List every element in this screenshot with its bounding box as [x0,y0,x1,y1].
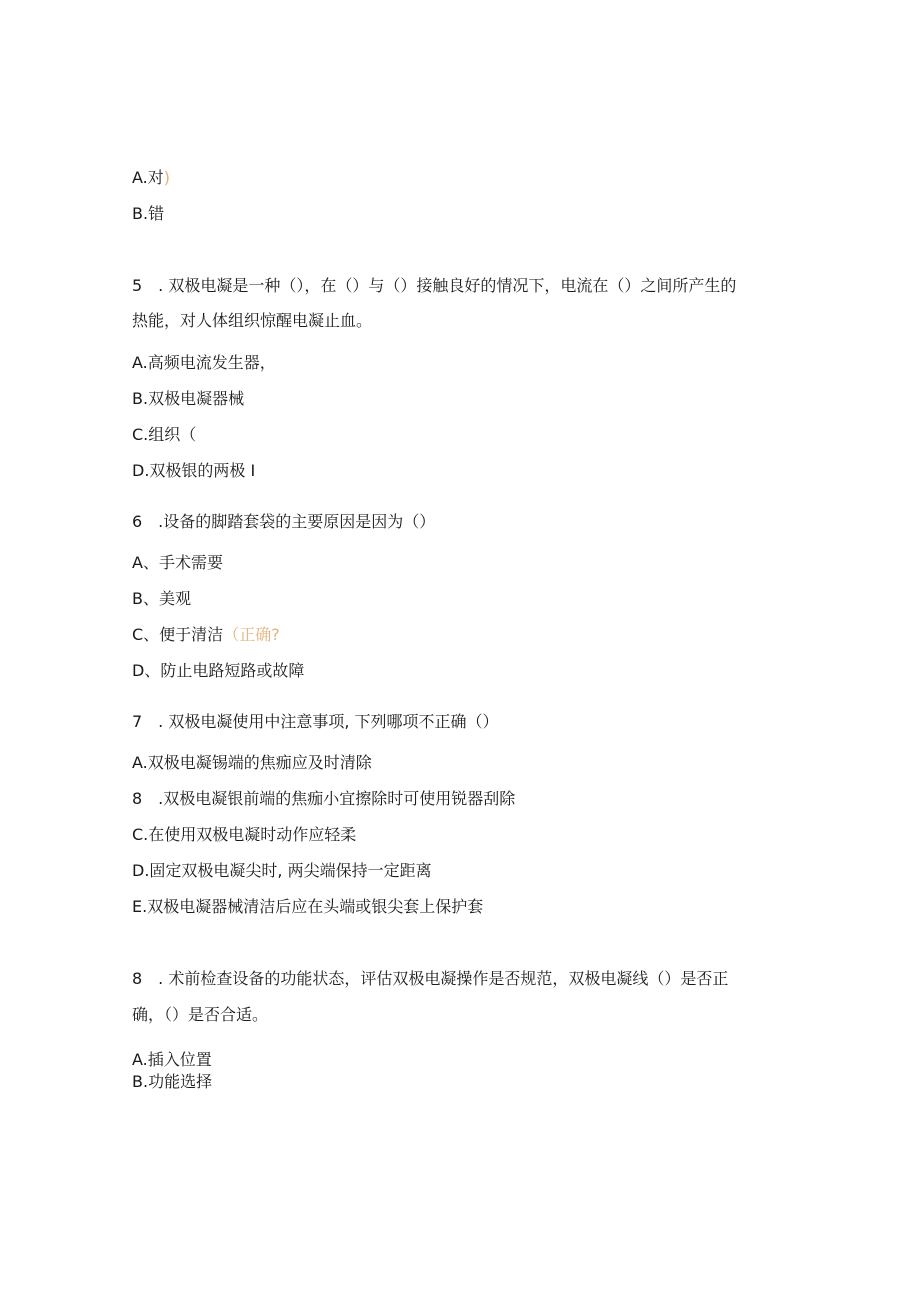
q4-option-a [132,168,170,188]
q5-stem-line1: 5 . 双极电凝是一种（），在（）与（）接触良好的情况下，电流在（）之间所产生的 [132,276,737,295]
q6-option-c-text: C、便于清洁 [132,625,224,644]
q7-option-c: C.在使用双极电凝时动作应轻柔 [132,825,357,844]
q8-option-a: A.插入位置 [132,1050,212,1069]
q8-option-b: B.功能选择 [132,1072,213,1091]
q5-option-b: B.双极电凝器械 [132,389,245,408]
q6-option-d: D、防止电路短路或故障 [132,661,305,680]
q5-option-d: D.双极银的两极 I [132,461,256,480]
q8-stem-line1: 8 . 术前检查设备的功能状态，评估双极电凝操作是否规范，双极电凝线（）是否正 [132,969,729,988]
q6-option-a: A、手术需要 [132,553,223,572]
q5-option-c: C.组织（ [132,425,197,444]
q6-stem: 6 .设备的脚踏套袋的主要原因是因为（） [132,512,436,531]
q6-option-c-mark: （正确? [223,625,280,644]
q7-stem: 7 . 双极电凝使用中注意事项, 下列哪项不正确（） [132,712,499,731]
q5-stem-line2: 热能，对人体组织惊醒电凝止血。 [132,311,373,330]
q4-option-b: B.错 [132,204,165,223]
q7-option-a: A.双极电凝锡端的焦痂应及时清除 [132,753,372,772]
q5-option-a: A.高频电流发生器， [132,353,276,372]
q4-option-a-mark: ) [163,168,171,187]
q4-option-a-text: A.对 [132,168,164,187]
q8-stem-line2: 确，（）是否合适。 [132,1005,269,1024]
q6-option-c [132,625,280,645]
q7-option-e: E.双极电凝器械清洁后应在头端或银尖套上保护套 [132,897,484,916]
q6-option-b: B、美观 [132,589,191,608]
q7-option-b: 8 .双极电凝银前端的焦痂小宜擦除时可使用锐器刮除 [132,789,516,808]
q7-option-d: D.固定双极电凝尖时, 两尖端保持一定距离 [132,861,432,880]
